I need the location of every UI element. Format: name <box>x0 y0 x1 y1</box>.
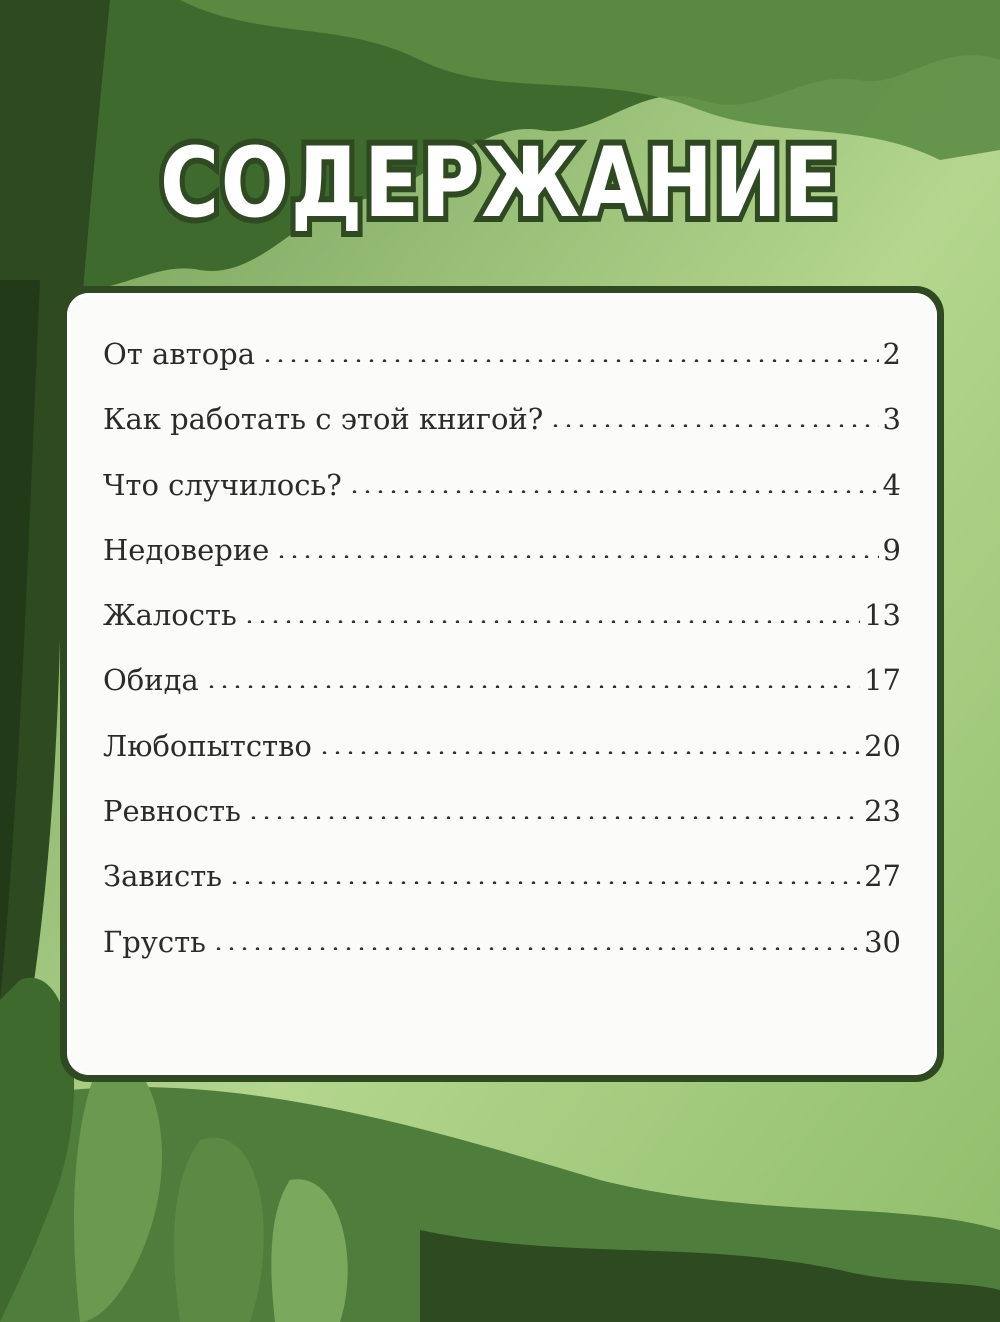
toc-entry[interactable] <box>103 729 901 794</box>
toc-entry[interactable] <box>103 859 901 924</box>
toc-entry-page-number: 2 <box>882 337 901 371</box>
toc-entry-label: Жалость <box>103 598 237 633</box>
dot-leader <box>259 359 879 362</box>
toc-entry-label: Грусть <box>103 924 206 959</box>
toc-entry-page-number: 3 <box>882 402 901 437</box>
toc-entry[interactable] <box>103 663 901 728</box>
dot-leader <box>547 424 878 427</box>
page-title-text: СОДЕРЖАНИЕ <box>160 127 840 239</box>
toc-entry-page-number: 30 <box>864 924 901 959</box>
dot-leader <box>346 490 879 493</box>
dot-leader <box>241 620 860 623</box>
toc-card-inner <box>67 293 937 1075</box>
toc-entry-label: Недоверие <box>103 532 270 567</box>
dot-leader <box>316 751 860 754</box>
toc-entry-page-number: 20 <box>864 728 901 763</box>
toc-entry-page-number: 27 <box>864 859 901 894</box>
dot-leader <box>273 555 878 558</box>
dot-leader <box>203 685 860 688</box>
toc-list <box>103 337 901 990</box>
toc-entry-label: Что случилось? <box>103 467 342 502</box>
toc-entry-page-number: 4 <box>882 467 901 502</box>
toc-entry-label: Ревность <box>103 794 241 829</box>
toc-entry-label: Как работать с этой книгой? <box>103 402 544 437</box>
dot-leader <box>245 816 860 819</box>
toc-card <box>60 286 944 1082</box>
toc-entry[interactable] <box>103 468 901 533</box>
toc-entry-label: Обида <box>103 663 199 698</box>
toc-entry[interactable] <box>103 402 901 467</box>
toc-entry[interactable] <box>103 794 901 859</box>
dot-leader <box>226 881 860 884</box>
page-title <box>0 118 1000 248</box>
toc-entry-page-number: 17 <box>864 663 901 698</box>
toc-entry-page-number: 13 <box>864 598 901 633</box>
toc-entry[interactable] <box>103 598 901 663</box>
toc-entry-label: Зависть <box>103 859 223 894</box>
toc-entry[interactable] <box>103 337 901 402</box>
toc-entry-page-number: 23 <box>864 794 901 829</box>
toc-entry[interactable] <box>103 533 901 598</box>
toc-entry-label: От автора <box>103 337 256 371</box>
toc-entry[interactable] <box>103 925 901 990</box>
toc-entry-page-number: 9 <box>882 532 901 567</box>
dot-leader <box>210 947 860 950</box>
toc-entry-label: Любопытство <box>103 728 312 763</box>
